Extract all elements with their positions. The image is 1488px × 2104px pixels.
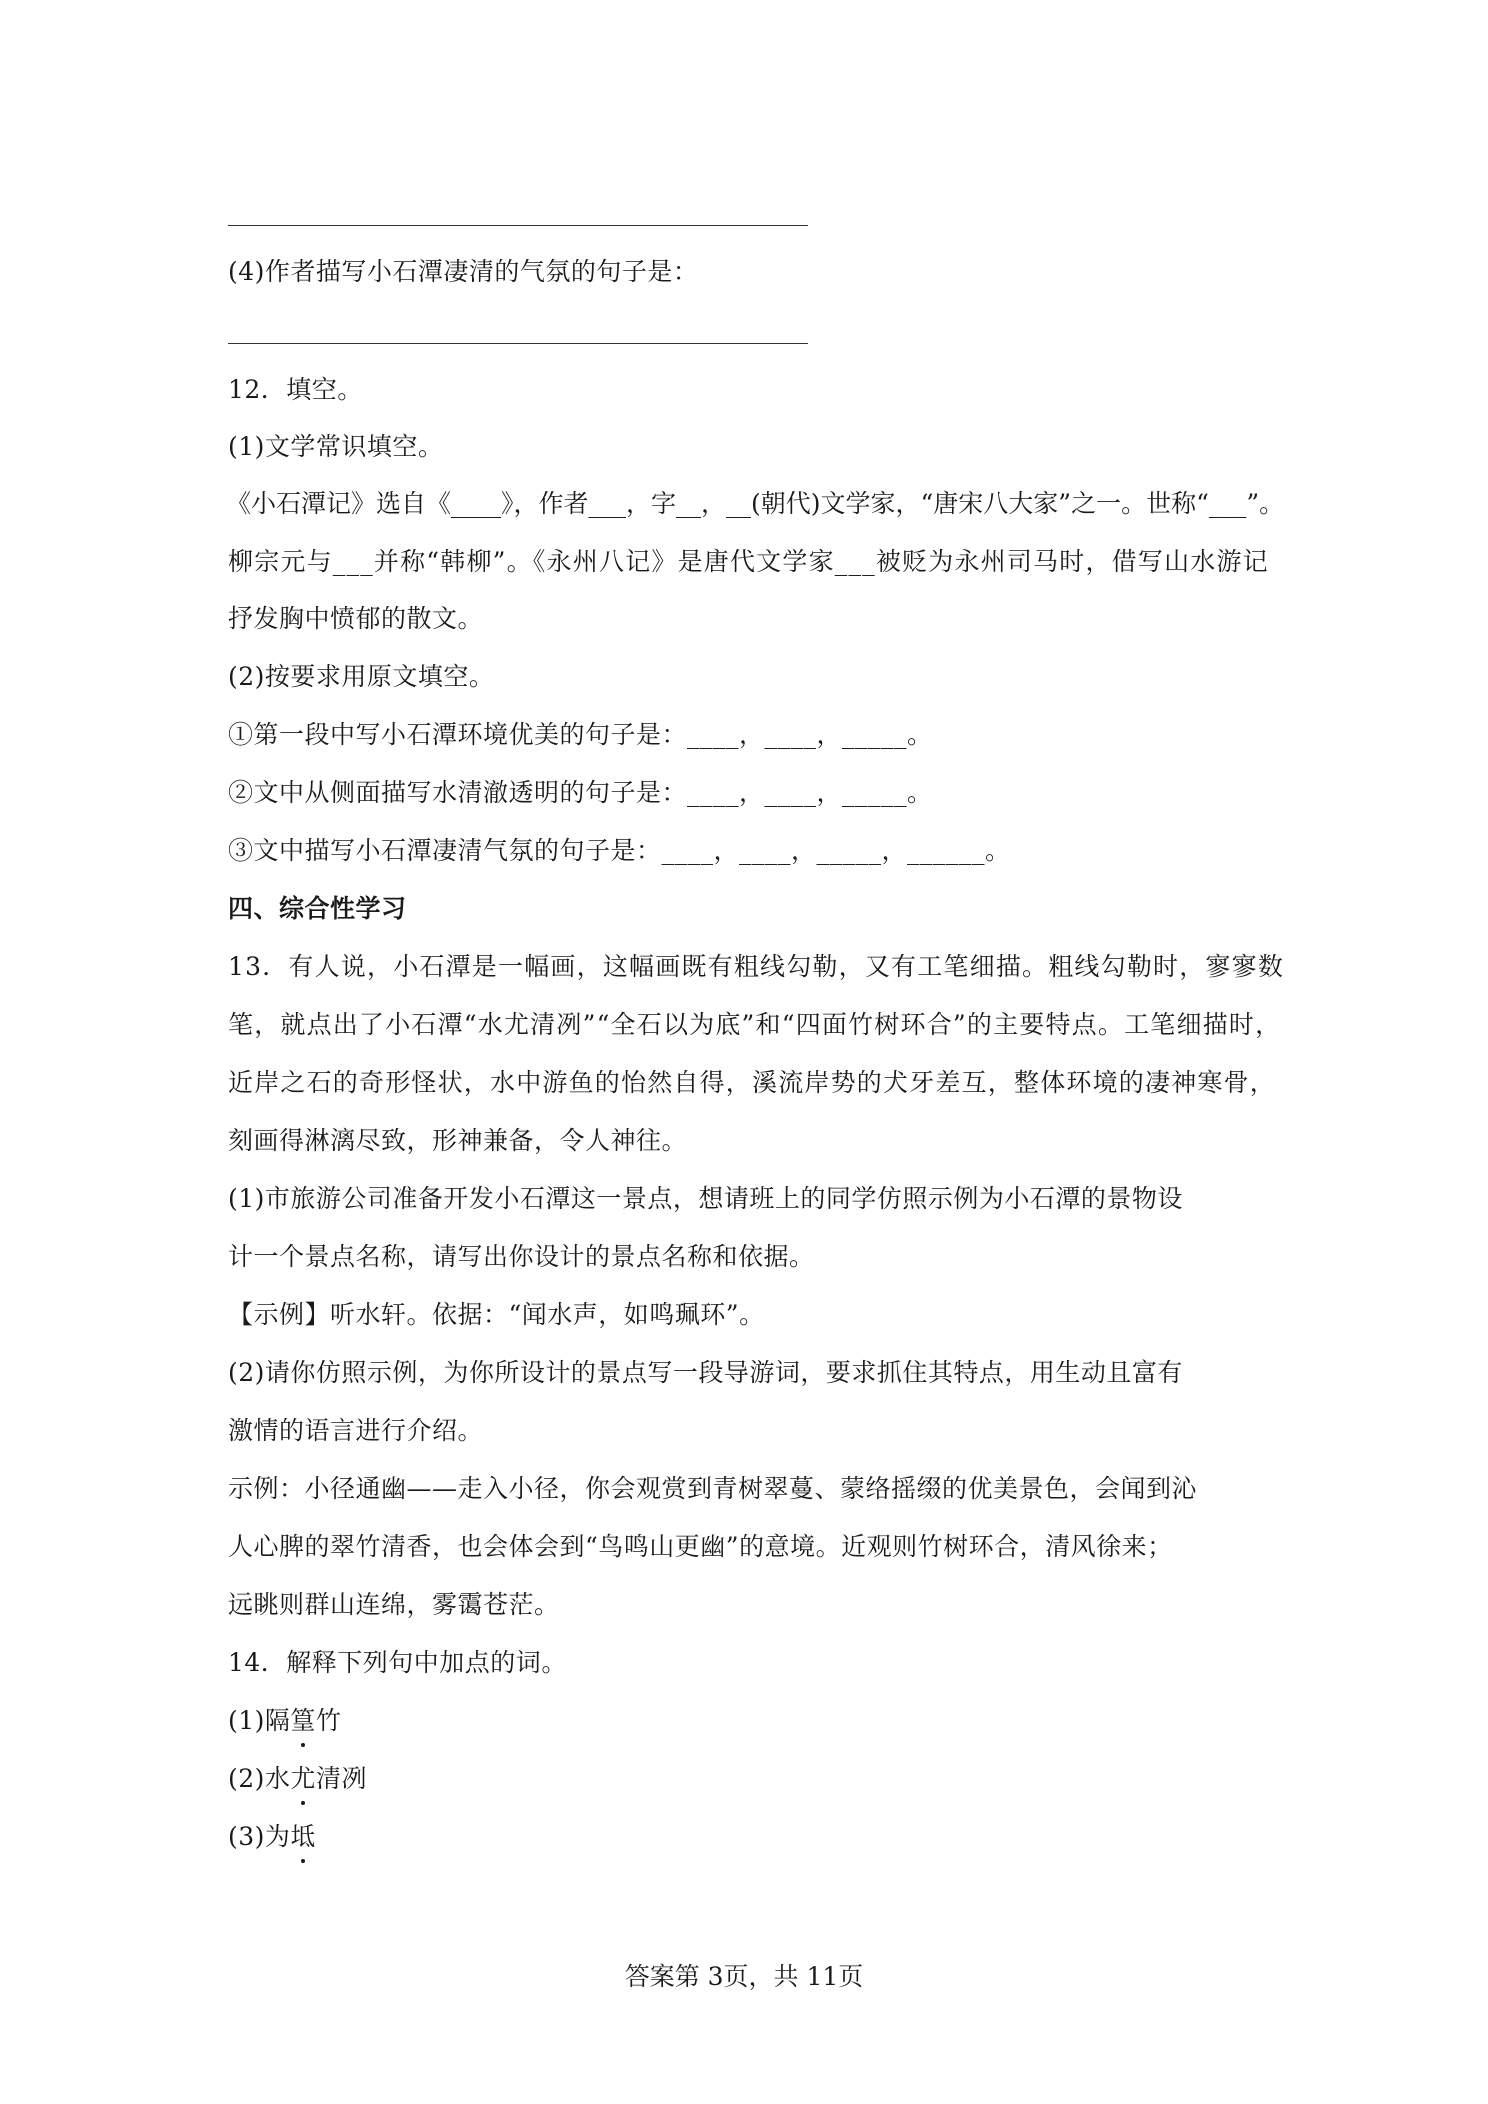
answer-blank-line: [228, 343, 808, 344]
q13-example2-line2: 人心脾的翠竹清香，也会体会到“鸟鸣山更幽”的意境。近观则竹树环合，清风徐来；: [228, 1532, 1173, 1561]
q12-part2-item2: ②文中从侧面描写水清澈透明的句子是：____，____，_____。: [228, 778, 933, 807]
q14-item3-prefix: (3)为: [228, 1822, 291, 1851]
q14-item1: [228, 1704, 341, 1738]
q12-part2-label: (2)按要求用原文填空。: [228, 662, 495, 691]
q14-title: 14．解释下列句中加点的词。: [228, 1648, 567, 1677]
q14-item1-prefix: (1)隔: [228, 1706, 291, 1735]
q13-example1: 【示例】听水轩。依据：“闻水声，如鸣珮环”。: [228, 1300, 765, 1329]
q12-part2-item1: ①第一段中写小石潭环境优美的句子是：____，____，_____。: [228, 720, 933, 749]
q14-item2-dotted-word: 尤: [290, 1762, 316, 1796]
q12-title: 12．填空。: [228, 375, 363, 404]
q14-item2-prefix: (2)水: [228, 1764, 291, 1793]
q13-part2-line1: (2)请你仿照示例，为你所设计的景点写一段导游词，要求抓住其特点，用生动且富有: [228, 1358, 1183, 1387]
q11-part4-label: (4)作者描写小石潭凄清的气氛的句子是：: [228, 257, 699, 286]
q14-item2-suffix: 清冽: [315, 1764, 367, 1793]
q13-example2-line3: 远眺则群山连绵，雾霭苍茫。: [228, 1590, 560, 1619]
q13-text-line2: 笔，就点出了小石潭“水尤清冽”“全石以为底”和“四面竹树环合”的主要特点。工笔细描时，: [228, 1010, 1282, 1039]
q12-part1-text-line3: 抒发胸中愤郁的散文。: [228, 604, 484, 633]
q13-part2-line2: 激情的语言进行介绍。: [228, 1416, 484, 1445]
section-heading: 四、综合性学习: [228, 894, 407, 923]
q14-item3-dotted-word: 坻: [290, 1820, 316, 1854]
q14-item3: [228, 1820, 316, 1854]
answer-blank-line: [228, 225, 808, 226]
q13-text-line3: 近岸之石的奇形怪状，水中游鱼的怡然自得，溪流岸势的犬牙差互，整体环境的凄神寒骨，: [228, 1068, 1277, 1097]
q13-part1-line2: 计一个景点名称，请写出你设计的景点名称和依据。: [228, 1242, 815, 1271]
q13-example2-line1: 示例：小径通幽——走入小径，你会观赏到青树翠蔓、蒙络摇缀的优美景色，会闻到沁: [228, 1474, 1198, 1503]
q14-item2: [228, 1762, 367, 1796]
q12-part1-label: (1)文学常识填空。: [228, 432, 444, 461]
q14-item1-dotted-word: 篁: [290, 1704, 316, 1738]
q12-part1-text-line1: 《小石潭记》选自《____》，作者___，字__，__(朝代)文学家，“唐宋八大家”之一。世称“___”。: [226, 489, 1285, 518]
q13-part1-line1: (1)市旅游公司准备开发小石潭这一景点，想请班上的同学仿照示例为小石潭的景物设: [228, 1184, 1183, 1213]
q12-part1-text-line2: 柳宗元与___并称“韩柳”。《永州八记》是唐代文学家___被贬为永州司马时，借写山水游记: [228, 547, 1269, 576]
q13-text-line4: 刻画得淋漓尽致，形神兼备，令人神往。: [228, 1126, 688, 1155]
q14-item1-suffix: 竹: [315, 1706, 342, 1735]
page-footer: 答案第 3页，共 11页: [624, 1962, 864, 1991]
q12-part2-item3: ③文中描写小石潭凄清气氛的句子是：____，____，_____，______。: [228, 836, 1011, 865]
q13-text-line1: 13．有人说，小石潭是一幅画，这幅画既有粗线勾勒，又有工笔细描。粗线勾勒时，寥寥数: [228, 952, 1285, 981]
